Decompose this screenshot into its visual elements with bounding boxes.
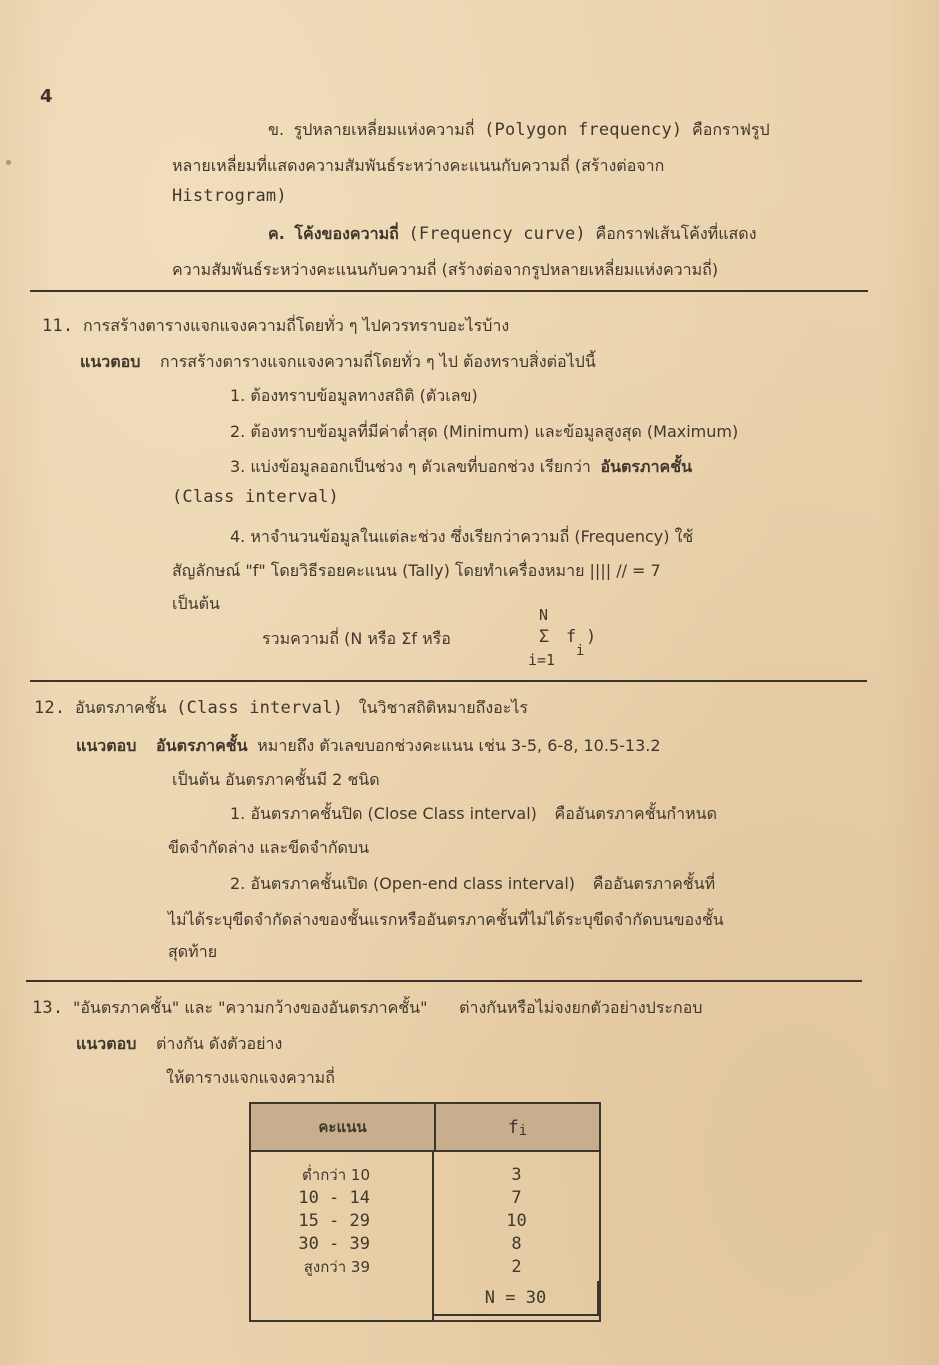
q13-question-tail: ต่างกันหรือไม่จงยกตัวอย่างประกอบ bbox=[459, 998, 703, 1017]
header-frequency bbox=[436, 1104, 599, 1150]
q11-point-3 bbox=[230, 455, 692, 480]
table-cell-score: 30 - 39 bbox=[298, 1234, 370, 1254]
q12-answer-text: หมายถึง ตัวเลขบอกช่วงคะแนน เช่น 3-5, 6-8, 10.5-13.2 bbox=[257, 736, 661, 755]
q12-answer bbox=[76, 734, 661, 759]
item-c-term: โค้งของความถี่ bbox=[294, 224, 399, 243]
section-divider bbox=[30, 680, 867, 682]
q13-number: 13. bbox=[32, 998, 64, 1018]
table-cell-score: 10 - 14 bbox=[298, 1188, 370, 1208]
score-column bbox=[251, 1152, 434, 1320]
header-score: คะแนน bbox=[251, 1104, 436, 1150]
q11-point-4-cont: สัญลักษณ์ "f" โดยวิธีรอยคะแนน (Tally) โดยทำเครื่องหมาย |||| // = 7 bbox=[172, 561, 661, 580]
q11-point-1: 1. ต้องทราบข้อมูลทางสถิติ (ตัวเลข) bbox=[230, 386, 478, 405]
q12-type-1-line2: ขีดจำกัดล่าง และขีดจำกัดบน bbox=[168, 838, 370, 857]
item-b-tail: คือกราฟรูป bbox=[692, 120, 770, 139]
sigma-lower-limit: i=1 bbox=[528, 651, 556, 669]
q12-number: 12. bbox=[34, 698, 66, 718]
item-c-english: (Frequency curve) bbox=[408, 224, 586, 244]
sigma-term: f bbox=[566, 627, 577, 647]
item-b-english: (Polygon frequency) bbox=[484, 120, 683, 140]
table-cell-score bbox=[251, 1164, 432, 1187]
q13-question-text: "อันตรภาคชั้น" และ "ความกว้างของอันตรภาคชั้น" bbox=[72, 998, 428, 1017]
q11-point-2: 2. ต้องทราบข้อมูลที่มีค่าต่ำสุด (Minimum) และข้อมูลสูงสุด (Maximum) bbox=[230, 422, 739, 441]
table-cell-frequency: 8 bbox=[511, 1234, 522, 1254]
q11-question-text: การสร้างตารางแจกแจงความถี่โดยทั่ว ๆ ไปควรทราบอะไรบ้าง bbox=[82, 316, 510, 335]
score-value: ต่ำกว่า 10 bbox=[302, 1166, 370, 1184]
q11-point-3-text: 3. แบ่งข้อมูลออกเป็นช่วง ๆ ตัวเลขที่บอกช่วง เรียกว่า bbox=[230, 457, 591, 476]
q12-type-2-line2: ไม่ได้ระบุขีดจำกัดล่างของชั้นแรกหรืออันตรภาคชั้นที่ไม่ได้ระบุขีดจำกัดบนของชั้น bbox=[168, 910, 724, 929]
item-c-line1 bbox=[268, 222, 757, 247]
q12-question-english: (Class interval) bbox=[176, 698, 344, 718]
table-cell-frequency: 3 bbox=[511, 1165, 522, 1185]
q12-type-1 bbox=[230, 802, 717, 827]
table-cell-frequency: 10 bbox=[506, 1211, 527, 1231]
item-b-line2: หลายเหลี่ยมที่แสดงความสัมพันธ์ระหว่างคะแนนกับความถี่ (สร้างต่อจาก bbox=[172, 156, 665, 175]
q13-answer bbox=[76, 1032, 282, 1057]
q12-answer-term: อันตรภาคชั้น bbox=[156, 736, 248, 755]
q13-question bbox=[32, 996, 702, 1021]
q12-answer-line2: เป็นต้น อันตรภาคชั้นมี 2 ชนิด bbox=[172, 770, 380, 789]
q11-point-4: 4. หาจำนวนข้อมูลในแต่ละช่วง ซึ่งเรียกว่าความถี่ (Frequency) ใช้ bbox=[230, 527, 694, 546]
table-cell-score bbox=[251, 1256, 432, 1279]
q13-table-caption: ให้ตารางแจกแจงความถี่ bbox=[166, 1068, 335, 1087]
q12-type-1-tail: คืออันตรภาคชั้นกำหนด bbox=[554, 804, 717, 823]
sigma-close-paren: ) bbox=[586, 627, 597, 647]
item-c-line2: ความสัมพันธ์ระหว่างคะแนนกับความถี่ (สร้างต่อจากรูปหลายเหลี่ยมแห่งความถี่) bbox=[172, 260, 719, 279]
header-frequency-subscript: i bbox=[518, 1123, 528, 1139]
q13-answer-text: ต่างกัน ดังตัวอย่าง bbox=[156, 1034, 283, 1053]
q12-type-1-text: 1. อันตรภาคชั้นปิด (Close Class interval) bbox=[230, 804, 537, 823]
answer-label: แนวตอบ bbox=[76, 736, 137, 755]
sigma-upper-limit: N bbox=[539, 606, 549, 624]
item-b-line3: Histrogram) bbox=[172, 186, 287, 206]
item-b-term: รูปหลายเหลี่ยมแห่งความถี่ bbox=[293, 120, 475, 139]
q11-answer-intro: การสร้างตารางแจกแจงความถี่โดยทั่ว ๆ ไป ต้องทราบสิ่งต่อไปนี้ bbox=[160, 352, 596, 371]
q12-type-2-line3: สุดท้าย bbox=[168, 942, 218, 961]
item-b-label: ข. bbox=[268, 120, 285, 139]
q12-question-term: อันตรภาคชั้น bbox=[74, 698, 167, 717]
q11-number: 11. bbox=[42, 316, 74, 336]
q11-point-3-cont: (Class interval) bbox=[172, 487, 339, 507]
q11-answer bbox=[80, 350, 596, 375]
sigma-icon: Σ bbox=[539, 627, 550, 647]
q12-type-2 bbox=[230, 872, 715, 897]
answer-label: แนวตอบ bbox=[80, 352, 141, 371]
q12-question-tail: ในวิชาสถิติหมายถึงอะไร bbox=[358, 698, 528, 717]
paper-speck bbox=[6, 160, 11, 165]
q11-sum-text: รวมความถี่ (N หรือ Σf หรือ bbox=[262, 629, 451, 648]
item-b-line1 bbox=[268, 118, 770, 143]
answer-label: แนวตอบ bbox=[76, 1034, 137, 1053]
item-c-tail: คือกราฟเส้นโค้งที่แสดง bbox=[595, 224, 757, 243]
header-frequency-symbol: f bbox=[507, 1116, 519, 1138]
score-value: สูงกว่า 39 bbox=[303, 1258, 370, 1276]
section-divider bbox=[26, 980, 862, 982]
q12-type-2-tail: คืออันตรภาคชั้นที่ bbox=[592, 874, 716, 893]
table-cell-score: 15 - 29 bbox=[298, 1211, 370, 1231]
table-total: N = 30 bbox=[432, 1281, 599, 1316]
q11-point-3-term: อันตรภาคชั้น bbox=[600, 457, 693, 476]
section-divider bbox=[30, 290, 868, 292]
page-number: 4 bbox=[40, 86, 53, 107]
table-cell-frequency: 7 bbox=[511, 1188, 522, 1208]
sigma-term-subscript: i bbox=[576, 643, 585, 659]
q11-question bbox=[42, 314, 509, 339]
q12-question bbox=[34, 696, 528, 721]
item-c-label: ค. bbox=[268, 224, 285, 243]
table-header-row bbox=[251, 1104, 599, 1152]
q12-type-2-text: 2. อันตรภาคชั้นเปิด (Open-end class interval) bbox=[230, 874, 576, 893]
table-cell-frequency: 2 bbox=[511, 1257, 522, 1277]
q11-point-4-cont2: เป็นต้น bbox=[172, 594, 220, 613]
